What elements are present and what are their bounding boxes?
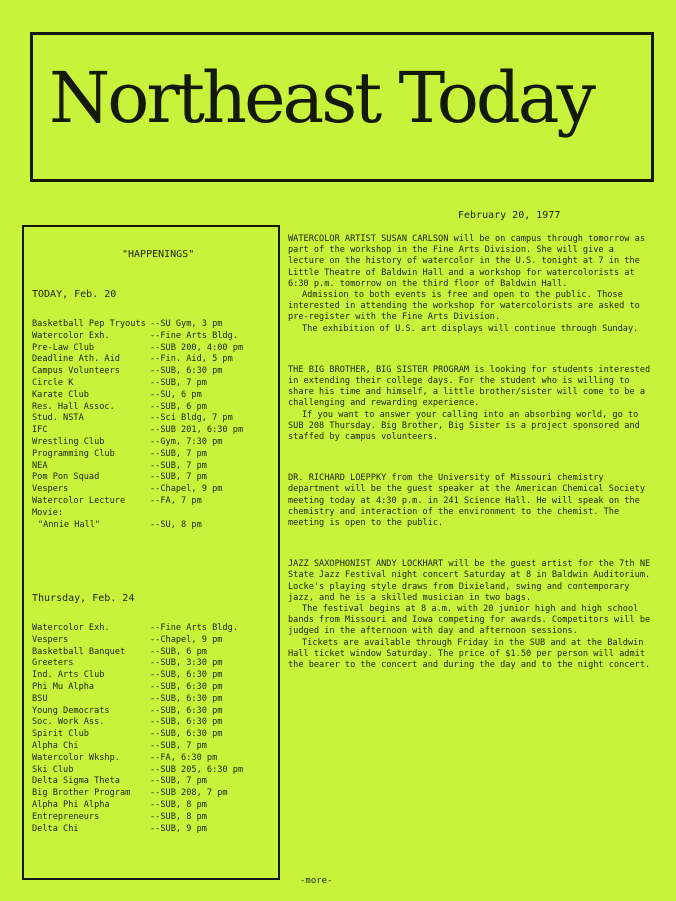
event-detail: --SUB 200, 4:00 pm — [150, 342, 244, 353]
event-name: Soc. Work Ass. — [32, 717, 105, 728]
event-detail: --Gym, 7:30 pm — [150, 436, 223, 447]
event-name: Alpha Phi Alpha — [32, 799, 110, 810]
event-detail: --Fine Arts Bldg. — [150, 330, 238, 341]
event-detail — [150, 508, 276, 520]
event-name: Basketball Pep Tryouts — [32, 319, 146, 329]
event-name: NEA — [32, 460, 48, 471]
news-paragraph: THE BIG BROTHER, BIG SISTER PROGRAM is looking for students interested in extending their college days. For the student who is willing to share his time and himself, a little brother/sister will come to be a challenging and rewarding experience. — [288, 364, 651, 409]
day-heading-today: TODAY, Feb. 20 — [32, 289, 117, 300]
event-row — [32, 670, 276, 682]
articles-column — [288, 234, 652, 701]
event-row — [32, 729, 276, 741]
event-detail: --FA, 6:30 pm — [150, 752, 218, 763]
event-name: Deadline Ath. Aid — [32, 354, 120, 365]
event-row — [32, 812, 276, 824]
day-heading-thursday: Thursday, Feb. 24 — [32, 593, 135, 604]
event-name: Ski Club — [32, 764, 74, 775]
event-row — [32, 776, 276, 788]
event-name: Delta Chi — [32, 823, 79, 834]
event-row — [32, 508, 276, 520]
event-detail: --SUB 208, 7 pm — [150, 788, 228, 799]
event-name: Alpha Chi — [32, 740, 79, 751]
event-name: Watercolor Exh. — [32, 330, 110, 341]
event-row — [32, 682, 276, 694]
event-detail: --SUB, 6:30 pm — [150, 670, 223, 681]
event-row — [32, 472, 276, 484]
news-paragraph: The festival begins at 8 a.m. with 20 junior high and high school bands from Missouri and Iowa competing for awards. Competitors will be judged in the afternoon with day and afternoon sessions. — [288, 604, 651, 637]
masthead — [30, 32, 654, 182]
event-row — [32, 824, 276, 836]
event-name: Watercolor Lecture — [32, 495, 126, 506]
event-name: Wrestling Club — [32, 436, 105, 447]
event-row — [32, 425, 276, 437]
news-paragraph: WATERCOLOR ARTIST SUSAN CARLSON will be on campus through tomorrow as part of the workshop in the Fine Arts Division. She will give a lecture on the history of watercolor in the U.S. tonight at 7 in the Little Theatre of Baldwin Hall and a workshop for watercolorists at 6:30 p.m. tomorrow on the third floor of Baldwin Hall. — [288, 234, 645, 289]
events-list-today — [32, 319, 276, 531]
event-detail: --SUB, 7 pm — [150, 460, 207, 471]
news-paragraph: Admission to both events is free and open to the public. Those interested in attending the workshop for watercolorists are asked to pre-register with the Fine Arts Division. — [288, 290, 640, 323]
news-paragraph: JAZZ SAXOPHONIST ANDY LOCKHART will be the guest artist for the 7th NE State Jazz Festival night concert Saturday at 8 in Baldwin Auditorium. Locke's playing style draws from Dixieland, swing and contemporary jazz, and he is a skilled musician in two bags. — [288, 559, 651, 603]
event-row — [32, 623, 276, 635]
news-item — [288, 559, 652, 671]
event-row — [32, 788, 276, 800]
event-detail: --SU Gym, 3 pm — [150, 319, 223, 329]
event-name: Phi Mu Alpha — [32, 681, 95, 692]
event-detail: --SUB, 6:30 pm — [150, 717, 223, 728]
events-list-thursday — [32, 623, 276, 835]
event-name: Entrepreneurs — [32, 811, 100, 822]
event-detail: --SUB, 3:30 pm — [150, 658, 223, 669]
event-row — [32, 449, 276, 461]
event-name: Young Democrats — [32, 705, 110, 716]
news-item — [288, 365, 652, 443]
news-item — [288, 473, 652, 529]
news-paragraph: Tickets are available through Friday in the SUB and at the Baldwin Hall ticket window Saturday. The price of $1.50 per person will admit the bearer to the concert and during the day and to the night concert. — [288, 637, 651, 671]
event-detail: --SUB, 7 pm — [150, 448, 207, 459]
event-row — [32, 658, 276, 670]
event-detail: --Chapel, 9 pm — [150, 484, 223, 495]
event-detail: --Chapel, 9 pm — [150, 634, 223, 645]
event-row — [32, 706, 276, 718]
event-name: Vespers — [32, 484, 69, 495]
event-detail: --SUB, 6:30 pm — [150, 729, 223, 740]
event-row — [32, 647, 276, 659]
event-name: Delta Sigma Theta — [32, 776, 120, 787]
footer-more: -more- — [300, 876, 333, 886]
news-item — [288, 234, 652, 335]
event-row — [32, 484, 276, 496]
event-row — [32, 319, 276, 331]
event-detail: --SUB, 6:30 pm — [150, 366, 223, 377]
event-detail: --SUB, 6 pm — [150, 401, 207, 412]
event-detail: --SUB, 8 pm — [150, 799, 207, 810]
event-detail: --Fin. Aid, 5 pm — [150, 354, 233, 365]
event-detail: --SUB, 7 pm — [150, 740, 207, 751]
event-name: Basketball Banquet — [32, 646, 126, 657]
event-row — [32, 753, 276, 765]
event-row — [32, 437, 276, 449]
event-detail: --SUB, 8 pm — [150, 811, 207, 822]
event-row — [32, 717, 276, 729]
event-detail: --FA, 7 pm — [150, 495, 202, 506]
event-row — [32, 378, 276, 390]
event-name: Karate Club — [32, 389, 89, 400]
happenings-sidebar — [22, 225, 280, 880]
event-name: Watercolor Exh. — [32, 623, 110, 633]
event-detail: --SU, 6 pm — [150, 389, 202, 400]
event-name: "Annie Hall" — [38, 519, 101, 530]
event-name: BSU — [32, 693, 48, 704]
event-detail: --SUB, 6:30 pm — [150, 693, 223, 704]
event-row — [32, 366, 276, 378]
event-row — [32, 413, 276, 425]
event-name: Big Brother Program — [32, 788, 131, 799]
event-detail: --SUB, 6 pm — [150, 646, 207, 657]
event-name: Movie: — [32, 507, 64, 518]
event-detail: --SUB, 6:30 pm — [150, 705, 223, 716]
event-row — [32, 496, 276, 508]
event-detail: --SUB, 9 pm — [150, 823, 207, 834]
event-name: IFC — [32, 425, 48, 436]
event-detail: --SU, 8 pm — [150, 519, 202, 530]
event-row — [32, 800, 276, 812]
event-name: Vespers — [32, 634, 69, 645]
event-row — [32, 741, 276, 753]
news-paragraph: The exhibition of U.S. art displays will continue through Sunday. — [302, 323, 639, 334]
event-row — [32, 635, 276, 647]
event-name: Campus Volunteers — [32, 366, 120, 377]
masthead-title: Northeast Today — [49, 57, 594, 139]
event-row — [32, 765, 276, 777]
event-detail: --Sci Bldg, 7 pm — [150, 413, 233, 424]
event-name: Ind. Arts Club — [32, 670, 105, 681]
event-name: Watercolor Wkshp. — [32, 752, 120, 763]
event-name: Programming Club — [32, 448, 115, 459]
event-detail: --SUB 201, 6:30 pm — [150, 425, 244, 436]
event-name: Pom Pon Squad — [32, 472, 100, 483]
event-row — [32, 402, 276, 414]
event-row — [32, 390, 276, 402]
event-row — [32, 354, 276, 366]
event-name: Pre-Law Club — [32, 342, 95, 353]
event-name: Stud. NSTA — [32, 413, 84, 424]
event-name: Circle K — [32, 377, 74, 388]
event-row — [32, 331, 276, 343]
happenings-title: "HAPPENINGS" — [122, 249, 195, 260]
event-detail: --SUB, 7 pm — [150, 776, 207, 787]
event-row — [32, 343, 276, 355]
news-paragraph: If you want to answer your calling into an absorbing world, go to SUB 208 Thursday. Big Brother, Big Sister is a project sponsored and staffed by campus volunteers. — [288, 409, 640, 443]
event-detail: --Fine Arts Bldg. — [150, 623, 238, 633]
event-row — [32, 461, 276, 473]
event-row — [32, 520, 276, 532]
news-paragraph: DR. RICHARD LOEPPKY from the University of Missouri chemistry department will be the guest speaker at the American Chemical Society meeting today at 4:30 p.m. in 241 Science Hall. He will speak on the chemistry and interaction of the environment to the chemist. The meeting is open to the public. — [288, 473, 645, 529]
event-detail: --SUB, 7 pm — [150, 377, 207, 388]
event-name: Res. Hall Assoc. — [32, 401, 115, 412]
event-detail: --SUB 205, 6:30 pm — [150, 764, 244, 775]
event-name: Spirit Club — [32, 729, 89, 740]
event-row — [32, 694, 276, 706]
event-detail: --SUB, 6:30 pm — [150, 681, 223, 692]
event-name: Greeters — [32, 658, 74, 669]
issue-date: February 20, 1977 — [458, 210, 561, 221]
event-detail: --SUB, 7 pm — [150, 472, 207, 483]
